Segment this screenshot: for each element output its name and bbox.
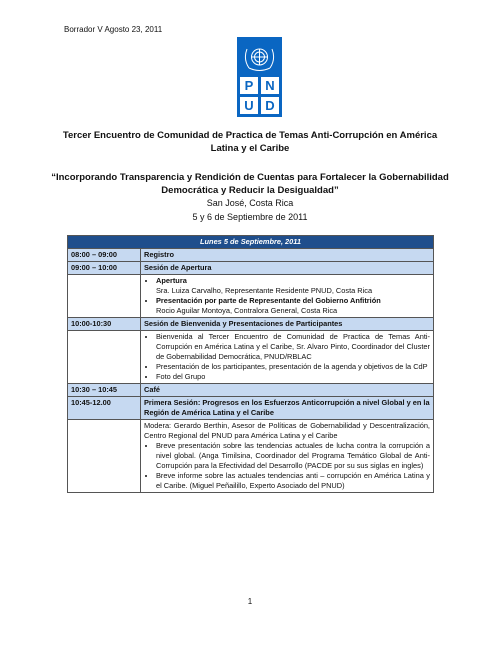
list-item: • Breve presentación sobre las tendencias actuales de lucha contra la corrupción a nivel global. (Anga Timilsina, Coordinador del Programa Temático Global de Anti-Corrupción para la Efectividad del Desarrollo (PACDE por su sus siglas en ingles) [156, 441, 430, 471]
empty-cell [68, 420, 141, 493]
agenda-table [67, 235, 434, 493]
agenda-row [68, 262, 434, 275]
empty-cell [68, 331, 141, 384]
moderator-text: Modera: Gerardo Berthin, Asesor de Políticas de Gobernabilidad y Descentralización, Centro Regional del PNUD para América Latina y el Caribe [144, 421, 430, 440]
day-header-row [68, 236, 434, 249]
session-time: 10:45-12.00 [68, 397, 141, 420]
list-item: • Breve informe sobre las actuales tendencias anti – corrupción en América Latina y el Caribe. (Miguel Peñailillo, Experto Asociado del PNUD) [156, 471, 430, 491]
item-heading: Presentación por parte de Representante del Gobierno Anfitrión [156, 296, 381, 305]
list-item: • Bienvenida al Tercer Encuentro de Comunidad de Practica de Temas Anti-Corrupción en América Latina y el Caribe, Sr. Alvaro Pinto, Coordinador del Cluster de Gobernabilidad Democrática, PNUD/RBLAC [156, 332, 430, 362]
draft-label: Borrador V Agosto 23, 2011 [64, 25, 163, 34]
list-item [156, 296, 430, 316]
agenda-detail-row [68, 275, 434, 318]
session-title: Café [141, 384, 434, 397]
empty-cell [68, 275, 141, 318]
agenda-detail-row [68, 331, 434, 384]
day-header: Lunes 5 de Septiembre, 2011 [68, 236, 434, 249]
session-details [141, 331, 434, 384]
list-item [156, 276, 430, 296]
agenda-row [68, 397, 434, 420]
session-details [141, 275, 434, 318]
logo-letter-n: N [265, 78, 275, 93]
agenda-row [68, 384, 434, 397]
document-title: Tercer Encuentro de Comunidad de Practica de Temas Anti-Corrupción en América Latina y el Caribe [62, 130, 438, 154]
session-time: 10:00-10:30 [68, 318, 141, 331]
session-title: Sesión de Apertura [141, 262, 434, 275]
session-details [141, 420, 434, 493]
logo-letter-d: D [265, 98, 275, 113]
item-heading: Apertura [156, 276, 187, 285]
page-number: 1 [247, 597, 253, 606]
session-title: Primera Sesión: Progresos en los Esfuerzos Anticorrupción a nivel Global y en la Región de América Latina y el Caribe [141, 397, 434, 420]
session-time: 08:00 – 09:00 [68, 249, 141, 262]
session-title: Registro [141, 249, 434, 262]
list-item: • Presentación de los participantes, presentación de la agenda y objetivos de la CdP [156, 362, 430, 372]
logo-letter-p: P [244, 78, 254, 93]
session-title: Sesión de Bienvenida y Presentaciones de Participantes [141, 318, 434, 331]
document-subtitle: “Incorporando Transparencia y Rendición de Cuentas para Fortalecer la Gobernabilidad Democrática y Reducir la Desigualdad” [51, 172, 449, 196]
agenda-row [68, 318, 434, 331]
session-time: 10:30 – 10:45 [68, 384, 141, 397]
event-location: San José, Costa Rica [206, 198, 294, 208]
list-item: • Foto del Grupo [156, 372, 430, 382]
item-text: Rocio Aguilar Montoya, Contralora General, Costa Rica [156, 306, 338, 315]
undp-logo [237, 37, 282, 117]
agenda-detail-row [68, 420, 434, 493]
item-text: Sra. Luiza Carvalho, Representante Residente PNUD, Costa Rica [156, 286, 373, 295]
logo-letter-u: U [244, 98, 254, 113]
event-dates: 5 y 6 de Septiembre de 2011 [192, 212, 308, 222]
session-time: 09:00 – 10:00 [68, 262, 141, 275]
agenda-row [68, 249, 434, 262]
